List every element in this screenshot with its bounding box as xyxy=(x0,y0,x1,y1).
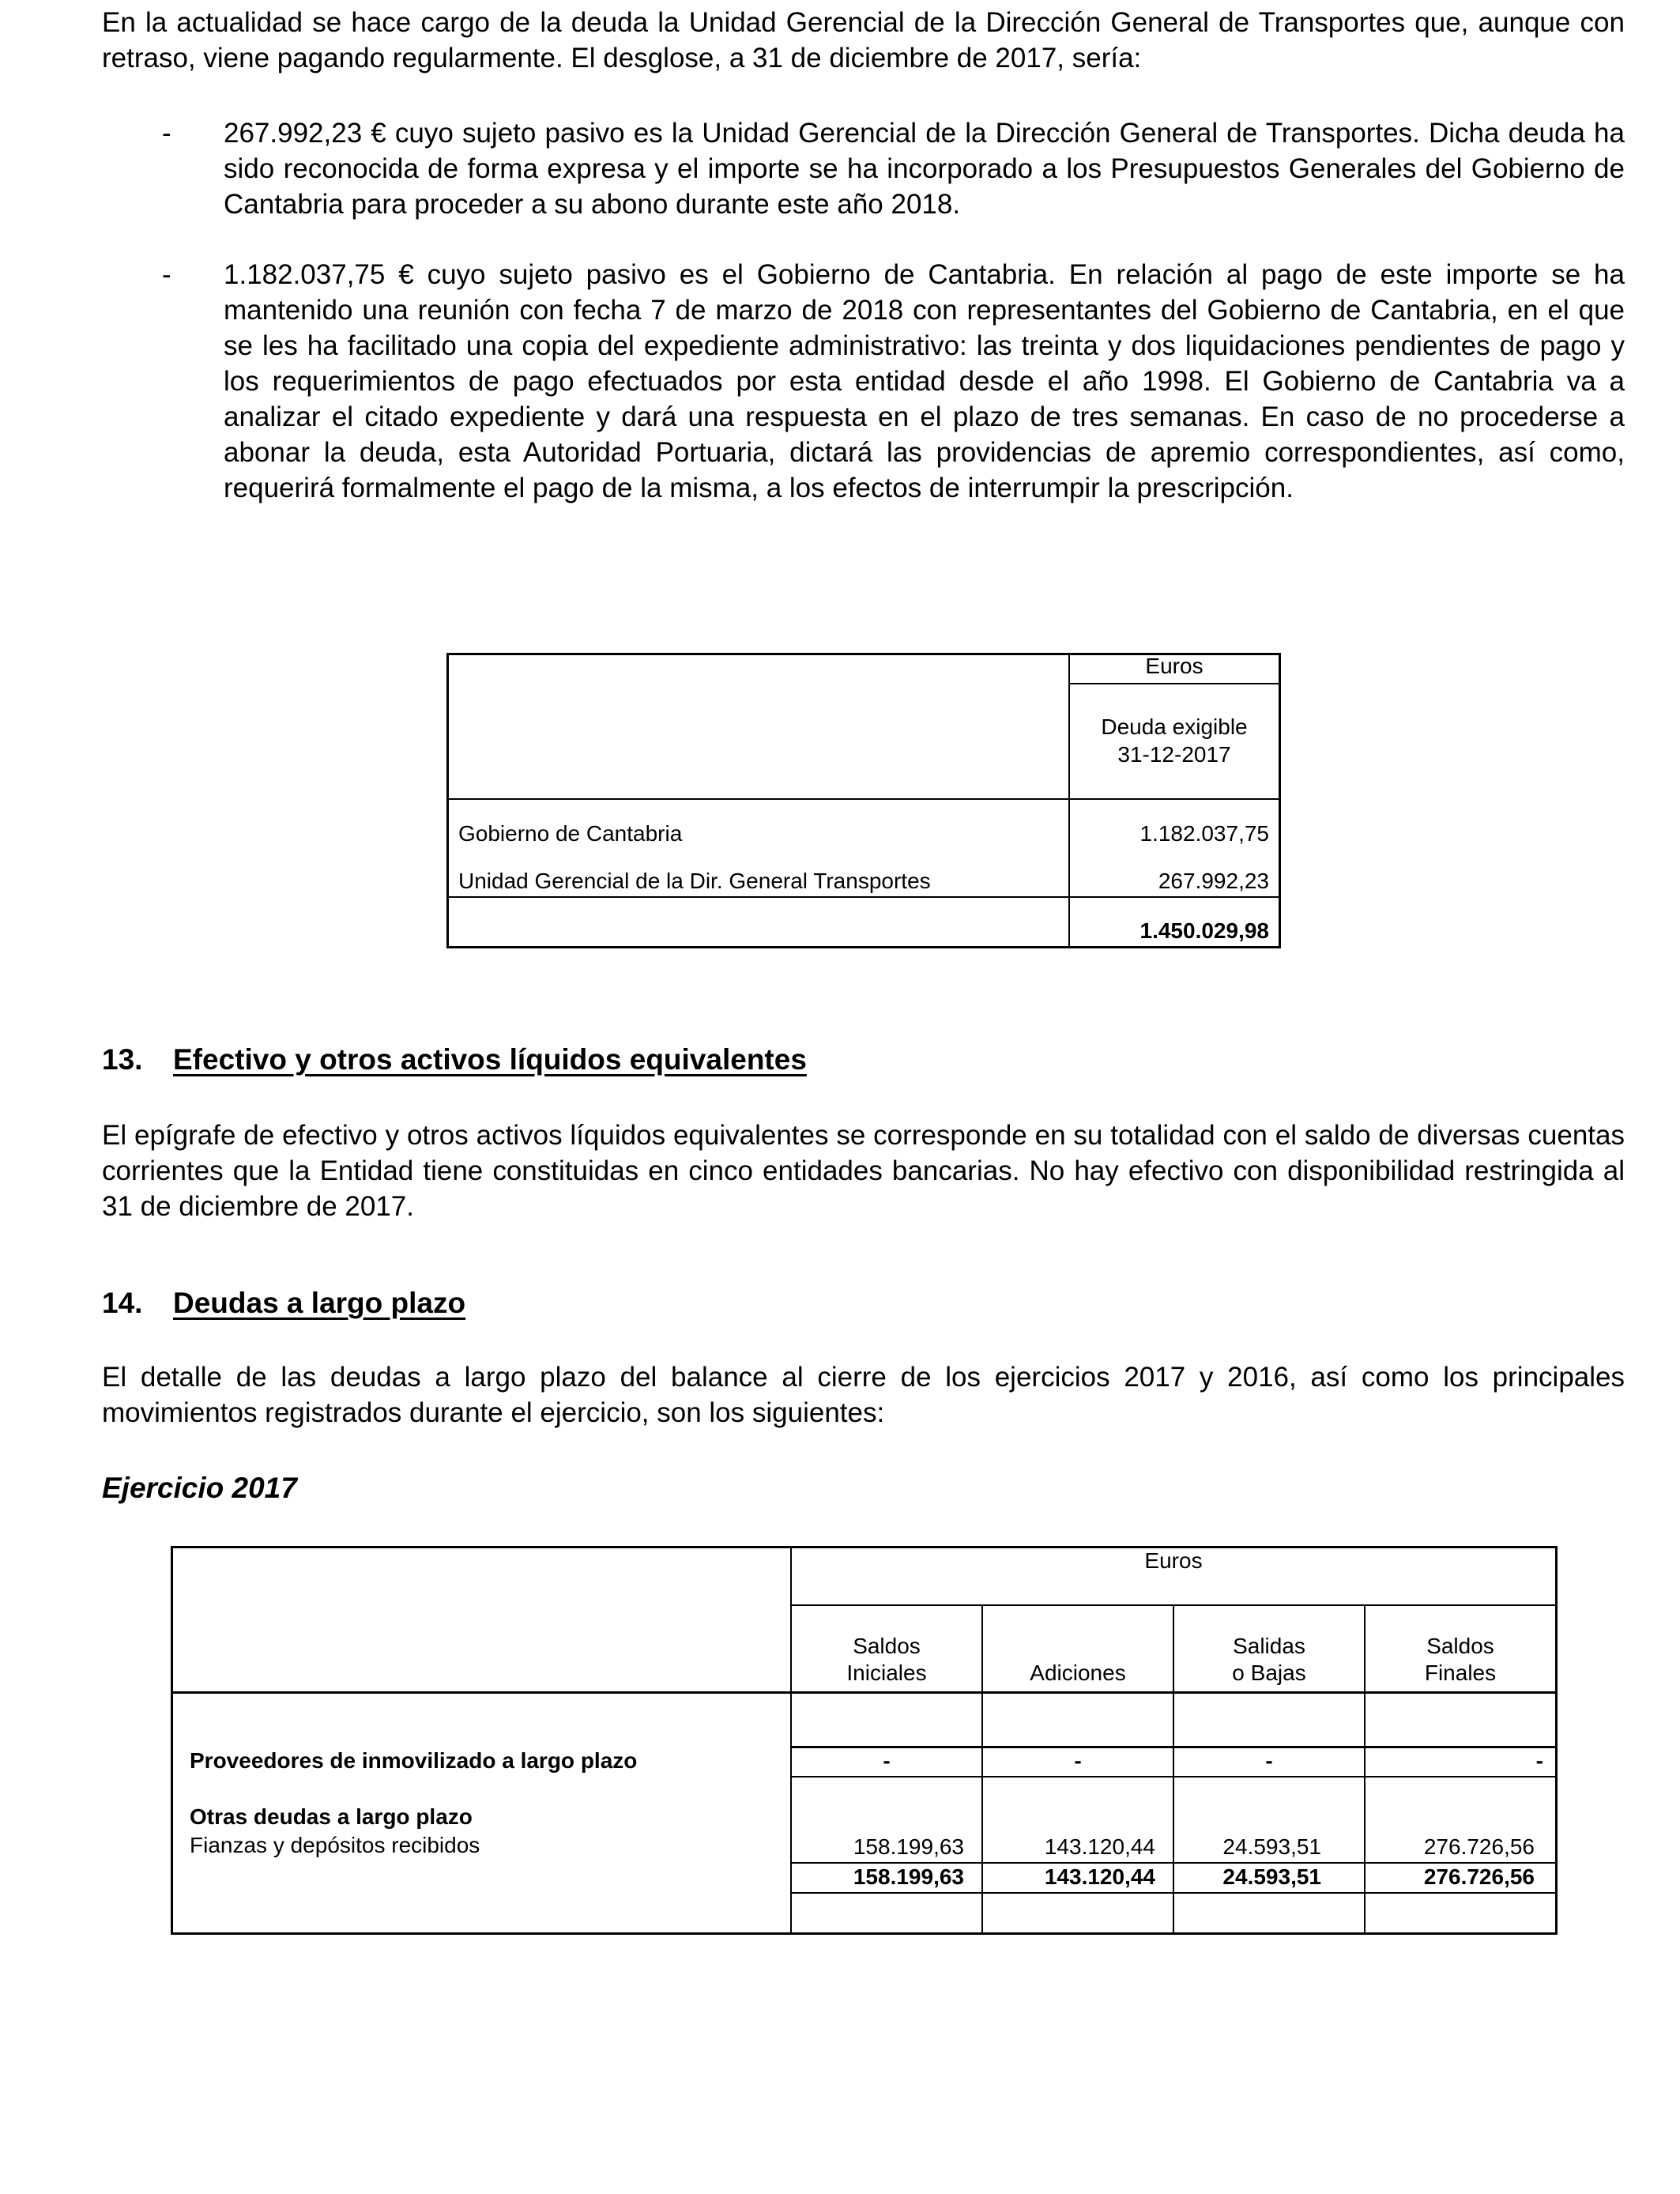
table2-row-label: Fianzas y depósitos recibidos xyxy=(190,1833,480,1857)
section-title: Efectivo y otros activos líquidos equivalentes xyxy=(173,1043,807,1076)
table2-cell: 276.726,56 xyxy=(1423,1834,1535,1859)
table1-row-value: 267.992,23 xyxy=(1158,869,1269,893)
table2-cell: 143.120,44 xyxy=(1044,1834,1155,1859)
table2-row-label: Proveedores de inmovilizado a largo plazo xyxy=(190,1748,638,1773)
table2-header: Saldos xyxy=(1426,1634,1494,1658)
bullet-text: 1.182.037,75 € cuyo sujeto pasivo es el Gobierno de Cantabria. En relación al pago de este importe se ha mantenido una reunión con fecha 7 de marzo de 2018 con representantes del Gobierno de Cantabria, en el que se les ha facilitado una copia del expediente administrativo: las treinta y dos liquidaciones pendientes de pago y los requerimientos de pago efectuados por esta entidad desde el año 1998. El Gobierno de Cantabria va a analizar el citado expediente y dará una respuesta en el plazo de tres semanas. En caso de no procederse a abonar la deuda, esta Autoridad Portuaria, dictará las providencias de apremio correspondientes, así como, requerirá formalmente el pago de la misma, a los efectos de interrumpir la prescripción. xyxy=(224,259,1625,503)
table2-header: Salidas xyxy=(1233,1634,1305,1658)
intro-paragraph: En la actualidad se hace cargo de la deuda la Unidad Gerencial de la Dirección General de Transportes que, aunque con retraso, viene pagando regularmente. El desglose, a 31 de diciembre de 2017, sería: xyxy=(102,7,1625,74)
table2-total-cell: 24.593,51 xyxy=(1222,1864,1321,1889)
bullet-dash: - xyxy=(162,118,171,149)
table1-currency: Euros xyxy=(1145,654,1203,678)
section-number: 13. xyxy=(102,1043,143,1076)
table2-header: o Bajas xyxy=(1232,1661,1306,1685)
table2-header: Finales xyxy=(1424,1661,1497,1685)
exercise-subheading: Ejercicio 2017 xyxy=(102,1472,297,1504)
table1-column-date: 31-12-2017 xyxy=(1117,742,1231,767)
table2-header: Adiciones xyxy=(1030,1661,1126,1685)
bullet-text: 267.992,23 € cuyo sujeto pasivo es la Unidad Gerencial de la Dirección General de Transportes. Dicha deuda ha sido reconocida de forma expresa y el importe se ha incorporado a los Presupuestos Generales del Gobierno de Cantabria para proceder a su abono durante este año 2018. xyxy=(224,118,1625,220)
table2-cell: - xyxy=(883,1748,891,1773)
table1-row-label: Gobierno de Cantabria xyxy=(458,821,683,846)
table2-cell: - xyxy=(1535,1748,1543,1773)
bullet-dash: - xyxy=(162,259,171,290)
table2-header: Saldos xyxy=(853,1634,921,1658)
table1-total: 1.450.029,98 xyxy=(1139,918,1269,943)
table1-row-value: 1.182.037,75 xyxy=(1139,821,1269,846)
table1-column-header: Deuda exigible xyxy=(1101,714,1248,739)
section-number: 14. xyxy=(102,1287,143,1319)
section-title: Deudas a largo plazo xyxy=(173,1287,466,1319)
table2-cell: 158.199,63 xyxy=(853,1834,964,1859)
section-14-paragraph: El detalle de las deudas a largo plazo del balance al cierre de los ejercicios 2017 y 2016, así como los principales movimientos registrados durante el ejercicio, son los siguientes: xyxy=(102,1362,1625,1428)
table2-cell: - xyxy=(1265,1748,1273,1773)
table2-cell: 24.593,51 xyxy=(1222,1834,1321,1859)
table2-header: Iniciales xyxy=(846,1661,927,1685)
table1-row-label: Unidad Gerencial de la Dir. General Transportes xyxy=(458,869,931,893)
table2-currency: Euros xyxy=(1144,1548,1203,1573)
table2-cell: - xyxy=(1074,1748,1082,1773)
section-13-paragraph: El epígrafe de efectivo y otros activos líquidos equivalentes se corresponde en su totalidad con el saldo de diversas cuentas corrientes que la Entidad tiene constituidas en cinco entidades bancarias. No hay efectivo con disponibilidad restringida al 31 de diciembre de 2017. xyxy=(102,1120,1625,1222)
table2-row-label: Otras deudas a largo plazo xyxy=(190,1804,473,1829)
table2-total-cell: 158.199,63 xyxy=(853,1864,964,1889)
table2-total-cell: 276.726,56 xyxy=(1423,1864,1535,1889)
table2-total-cell: 143.120,44 xyxy=(1044,1864,1155,1889)
